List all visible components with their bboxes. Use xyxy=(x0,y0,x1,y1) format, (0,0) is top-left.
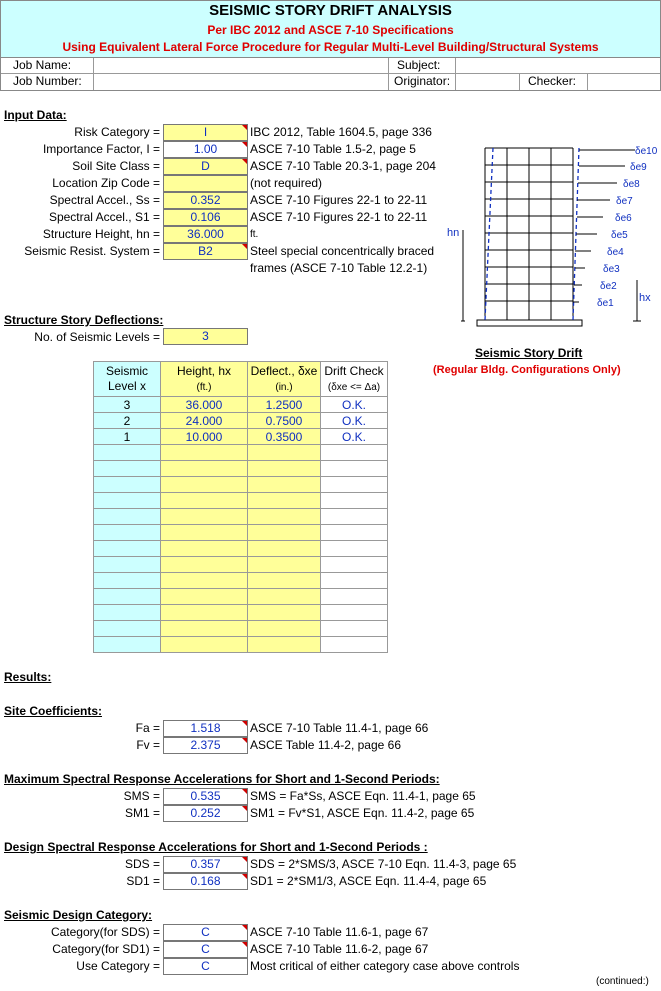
de10-label: δe10 xyxy=(635,146,658,157)
importance-factor-ref: ASCE 7-10 Table 1.5-2, page 5 xyxy=(250,142,416,156)
max-spectral-heading: Maximum Spectral Response Accelerations for Short and 1-Second Periods: xyxy=(4,772,440,786)
site-coefficients-heading: Site Coefficients: xyxy=(4,704,103,718)
cell-check: O.K. xyxy=(321,429,388,445)
de3-label: δe3 xyxy=(603,264,620,275)
subtitle-specs: Per IBC 2012 and ASCE 7-10 Specifications xyxy=(207,23,454,37)
fa-ref: ASCE 7-10 Table 11.4-1, page 66 xyxy=(250,721,429,735)
s1-ref: ASCE 7-10 Figures 22-1 to 22-11 xyxy=(250,210,428,224)
structure-height-input[interactable]: 36.000 xyxy=(163,226,248,243)
table-row xyxy=(94,445,388,461)
ss-input[interactable]: 0.352 xyxy=(163,192,248,209)
category-sds-label: Category(for SDS) = xyxy=(50,925,160,939)
header-deflect: Deflect., δxe (in.) xyxy=(248,362,321,397)
de9-label: δe9 xyxy=(630,162,647,173)
results-heading: Results: xyxy=(4,670,52,684)
soil-site-class-input[interactable]: D xyxy=(163,158,248,175)
subject-label: Subject: xyxy=(397,58,441,72)
sd1-label: SD1 = xyxy=(126,874,160,888)
originator-label: Originator: xyxy=(394,74,451,88)
seismic-levels-input[interactable]: 3 xyxy=(163,328,248,345)
job-number-label: Job Number: xyxy=(13,74,82,88)
importance-factor-label: Importance Factor, I = xyxy=(42,142,160,156)
de8-label: δe8 xyxy=(623,179,640,190)
story-drift-diagram xyxy=(445,138,659,338)
soil-site-class-ref: ASCE 7-10 Table 20.3-1, page 204 xyxy=(250,159,436,173)
category-sd1-ref: ASCE 7-10 Table 11.6-2, page 67 xyxy=(250,942,429,956)
table-row xyxy=(94,429,388,445)
job-name-label: Job Name: xyxy=(13,58,72,72)
use-category-value: C xyxy=(163,958,248,975)
resist-system-ref-line2: frames (ASCE 7-10 Table 12.2-1) xyxy=(250,261,428,275)
job-number-field[interactable] xyxy=(94,74,387,89)
sd1-ref: SD1 = 2*SM1/3, ASCE Eqn. 11.4-4, page 65 xyxy=(250,874,487,888)
cell-height[interactable]: 10.000 xyxy=(161,429,248,445)
hx-label: hx xyxy=(639,292,651,304)
input-data-heading: Input Data: xyxy=(4,108,67,122)
category-sds-ref: ASCE 7-10 Table 11.6-1, page 67 xyxy=(250,925,429,939)
cell-height[interactable]: 24.000 xyxy=(161,413,248,429)
de4-label: δe4 xyxy=(607,247,624,258)
table-row xyxy=(94,509,388,525)
job-name-field[interactable] xyxy=(94,58,387,73)
header-height: Height, hx (ft.) xyxy=(161,362,248,397)
risk-category-ref: IBC 2012, Table 1604.5, page 336 xyxy=(250,125,432,139)
s1-label: Spectral Accel., S1 = xyxy=(48,210,160,224)
cell-deflect[interactable]: 0.3500 xyxy=(248,429,321,445)
zip-code-label: Location Zip Code = xyxy=(52,176,160,190)
zip-code-ref: (not required) xyxy=(250,176,323,190)
resist-system-input[interactable]: B2 xyxy=(163,243,248,260)
cell-height[interactable]: 36.000 xyxy=(161,397,248,413)
table-row xyxy=(94,461,388,477)
fa-label: Fa = xyxy=(135,721,160,735)
sm1-value: 0.252 xyxy=(163,805,248,822)
table-row xyxy=(94,525,388,541)
diagram-title: Seismic Story Drift xyxy=(475,346,583,360)
ss-ref: ASCE 7-10 Figures 22-1 to 22-11 xyxy=(250,193,428,207)
de5-label: δe5 xyxy=(611,230,628,241)
de6-label: δe6 xyxy=(615,213,632,224)
fv-label: Fv = xyxy=(136,738,160,752)
category-sds-value: C xyxy=(163,924,248,941)
de7-label: δe7 xyxy=(616,196,633,207)
diagram-note: (Regular Bldg. Configurations Only) xyxy=(433,364,621,376)
header-level: Seismic Level x xyxy=(94,362,161,397)
cell-deflect[interactable]: 1.2500 xyxy=(248,397,321,413)
use-category-label: Use Category = xyxy=(76,959,160,973)
sms-label: SMS = xyxy=(123,789,160,803)
subtitle-procedure: Using Equivalent Lateral Force Procedure for Regular Multi-Level Building/Structural Systems xyxy=(62,40,599,54)
table-row xyxy=(94,589,388,605)
deflections-heading: Structure Story Deflections: xyxy=(4,313,164,327)
importance-factor-value: 1.00 xyxy=(163,141,248,158)
category-sd1-value: C xyxy=(163,941,248,958)
table-row xyxy=(94,605,388,621)
soil-site-class-label: Soil Site Class = xyxy=(72,159,160,173)
cell-check: O.K. xyxy=(321,397,388,413)
use-category-ref: Most critical of either category case above controls xyxy=(250,959,520,973)
cell-level: 2 xyxy=(94,413,161,429)
category-sd1-label: Category(for SD1) = xyxy=(52,942,160,956)
sds-label: SDS = xyxy=(124,857,160,871)
fa-value: 1.518 xyxy=(163,720,248,737)
resist-system-ref: Steel special concentrically braced xyxy=(250,244,435,258)
deflection-table xyxy=(93,361,388,653)
risk-category-input[interactable]: I xyxy=(163,124,248,141)
table-row xyxy=(94,541,388,557)
ss-label: Spectral Accel., Ss = xyxy=(49,193,160,207)
cell-check: O.K. xyxy=(321,413,388,429)
table-header-row xyxy=(94,362,388,397)
continued-note: (continued:) xyxy=(596,976,649,987)
hn-label: hn xyxy=(447,227,460,239)
cell-deflect[interactable]: 0.7500 xyxy=(248,413,321,429)
de2-label: δe2 xyxy=(600,281,617,292)
resist-system-label: Seismic Resist. System = xyxy=(24,244,160,258)
table-row xyxy=(94,477,388,493)
de1-label: δe1 xyxy=(597,298,614,309)
table-row xyxy=(94,557,388,573)
table-row xyxy=(94,493,388,509)
risk-category-label: Risk Category = xyxy=(74,125,160,139)
table-row xyxy=(94,573,388,589)
fv-value: 2.375 xyxy=(163,737,248,754)
zip-code-input[interactable] xyxy=(163,175,248,192)
originator-field[interactable] xyxy=(456,74,518,89)
sm1-ref: SM1 = Fv*S1, ASCE Eqn. 11.4-2, page 65 xyxy=(250,806,475,820)
sms-ref: SMS = Fa*Ss, ASCE Eqn. 11.4-1, page 65 xyxy=(250,789,476,803)
cell-level: 1 xyxy=(94,429,161,445)
structure-height-label: Structure Height, hn = xyxy=(42,227,160,241)
table-row xyxy=(94,621,388,637)
sd1-value: 0.168 xyxy=(163,873,248,890)
sms-value: 0.535 xyxy=(163,788,248,805)
sdc-heading: Seismic Design Category: xyxy=(4,908,153,922)
sds-value: 0.357 xyxy=(163,856,248,873)
checker-field[interactable] xyxy=(588,74,659,89)
job-info-grid xyxy=(0,57,661,91)
sm1-label: SM1 = xyxy=(124,806,160,820)
subject-field[interactable] xyxy=(456,58,659,73)
header-drift-check: Drift Check (δxe <= Δa) xyxy=(321,362,388,397)
table-row xyxy=(94,413,388,429)
page-title: SEISMIC STORY DRIFT ANALYSIS xyxy=(209,2,452,19)
design-spectral-heading: Design Spectral Response Accelerations for Short and 1-Second Periods : xyxy=(4,840,428,854)
header-banner xyxy=(0,0,661,58)
sds-ref: SDS = 2*SMS/3, ASCE 7-10 Eqn. 11.4-3, page 65 xyxy=(250,857,517,871)
structure-height-unit: ft. xyxy=(250,229,259,240)
table-row xyxy=(94,637,388,653)
table-row xyxy=(94,397,388,413)
cell-level: 3 xyxy=(94,397,161,413)
s1-input[interactable]: 0.106 xyxy=(163,209,248,226)
seismic-levels-label: No. of Seismic Levels = xyxy=(34,330,160,344)
fv-ref: ASCE Table 11.4-2, page 66 xyxy=(250,738,401,752)
checker-label: Checker: xyxy=(528,74,577,88)
